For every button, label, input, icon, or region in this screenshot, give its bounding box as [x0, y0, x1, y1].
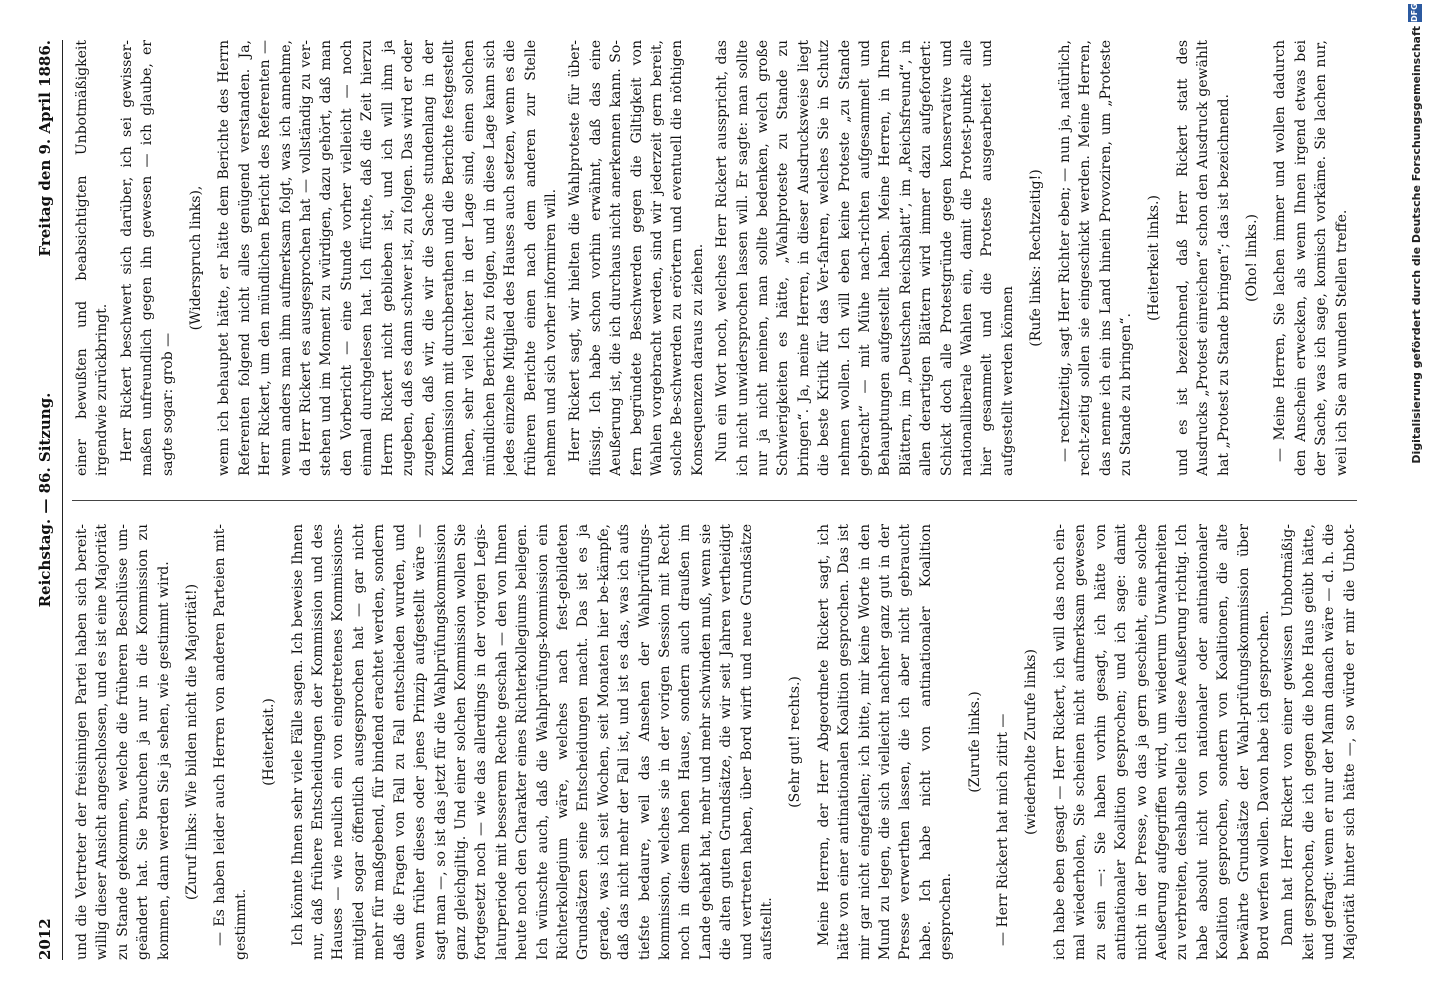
- paragraph: — Meine Herren, Sie lachen immer und wollen dadurch den Anschein erwecken, als wenn Ihnen irgend etwas bei der Sache, was ich sage, komisch vorkäme. Sie lachen nur, weil ich Sie an wunden Stellen treffe.: [1272, 40, 1350, 476]
- paragraph: und die Vertreter der freisinnigen Partei haben sich bereit-willig dieser Ansicht angeschlossen, und es ist eine Majorität zu Stande gekommen, welche die früheren Beschlüsse um-geändert hat. Sie brauchen ja nur in die Kommission zu kommen, dann werden Sie ja sehen, wie gestimmt wird.: [74, 524, 172, 960]
- interjection: [1360, 40, 1362, 476]
- paragraph: Meine Herren, der Herr Abgeordnete Rickert sagt, ich hätte von einer antinationalen Koalition gesprochen. Das ist mir gar nicht eingefallen; ich bitte, mir keine Worte in den Mund zu legen, die sich vielleicht nachher ganz gut in der Presse verwerthen lassen, die ich aber nicht gebraucht habe. Ich habe nicht von antinationaler Koalition gesprochen.: [815, 524, 955, 960]
- left-column: [72, 524, 1362, 960]
- interjection: (Heiterkeit links.): [1146, 195, 1163, 321]
- paragraph: Dann hat Herr Rickert von einer gewissen Unbotmäßig-keit gesprochen, die ich gegen die hohe Haus geübt hätte, und gefragt: wenn er nur der Mann danach wäre — d. h. die Majorität hinter sich hätte —, so würde er mir die Unbot-: [1280, 524, 1358, 960]
- page-header: [34, 40, 58, 960]
- header-rule: [62, 40, 63, 960]
- interjection: (Rufe links: Rechtzeitig!): [1028, 169, 1045, 347]
- paragraph: — rechtzeitig, sagt Herr Richter eben; — nun ja, natürlich, recht-zeitig sollen sie eingeschickt werden. Meine Herren, das nenne ich ein ins Land hinein Provoziren, um „Proteste zu Stande zu bringen“.: [1056, 40, 1134, 476]
- paragraph: Herr Rickert sagt, wir hielten die Wahlproteste für über-flüssig. Ich habe schon vorhin erwähnt, daß das eine Aeußerung ist, die ich durchaus nicht anerkennen kann. So-fern begründete Beschwerden gegen die Giltigkeit von Wahlen vorgebracht werden, sind wir jederzeit gern bereit, solche Be-schwerden zu erörtern und eventuell die nöthigen Konsequenzen daraus zu ziehen.: [567, 40, 706, 476]
- paragraph: Herr Rickert beschwert sich darüber, ich sei gewisser-maßen unfreundlich gegen ihn gewesen — ich glaube, er sagte sogar: grob —: [118, 40, 176, 476]
- paragraph: wenn ich behauptet hätte, er hätte dem Berichte des Herrn Referenten folgend nicht alles genügend verstanden. Ja, Herr Rickert, um den mündlichen Bericht des Referenten — wenn anders man ihm aufmerksam folgt, was ich annehme, da Herr Rickert es ausgesprochen hat — vollständig zu ver-stehen und im Moment zu würdigen, dazu gehört, daß man den Vorbericht — eine Stunde vorher vielleicht — noch einmal durchgelesen hat. Ich fürchte, daß die Zeit hierzu Herrn Rickert nicht geblieben ist, und ich will ihm ja zugeben, daß es dann schwer ist, zu folgen. Das wird er oder zugeben, daß wir, die wir die Sache stundenlang in der Kommission mit durchberathen und die Berichte festgestellt haben, sehr viel leichter in der Lage sind, einen solchen mündlichen Berichte zu folgen, und in diese Lage kann sich jedes einzelne Mitglied des Hauses auch setzen, wenn es die früheren Berichte einen nach dem anderen zur Stelle nehmen und sich vorher informiren will.: [216, 40, 559, 476]
- paragraph: ich habe eben gesagt — Herr Rickert, ich will das noch ein-mal wiederholen, Sie scheinen nicht aufmerksam gewesen zu sein —: Sie haben vorhin gesagt, ich hätte von antinationaler Koalition gesprochen; und ich sage: damit nicht in der Presse, wo das ja gern geschieht, eine solche Aeußerung aufgegriffen wird, um wiederum Unwahrheiten zu verbreiten, deshalb stelle ich diese Aeußerung richtig. Ich habe absolut nicht von nationaler oder antinationaler Koalition gesprochen, sondern von Koalitionen, die alte bewährte Grundsätze der Wahl-prüfungskommission über Bord werfen wollen. Davon habe ich gesprochen.: [1051, 524, 1272, 960]
- header-title: Reichstag. — 86. Sitzung.: [36, 392, 54, 608]
- paragraph: Ich könnte Ihnen sehr viele Fälle sagen. Ich beweise Ihnen nur, daß frühere Entscheidungen der Kommission und des Hauses — wie neulich ein von eingetretenes Kommissions-mitglied sogar öffentlich ausgesprochen hat — gar nicht mehr für maßgebend, für bindend erachtet werden, sondern daß die Fragen von Fall zu Fall entschieden wurden, und wenn früher dieses oder jenes Prinzip aufgestellt wäre — sagt man —, so ist das jetzt für die Wahlprüfungskommission ganz gleichgiltig. Und einer solchen Kommission wollen Sie fortgesetzt noch — wie das allerdings in der vorigen Legis-laturperiode mit besserem Rechte geschah — den von Ihnen heute noch den Charakter eines Richterkollegiums beilegen. Ich wünschte auch, daß die Wahlprüfungs-kommission ein Richterkollegium wäre, welches nach fest-gebildeten Grundsätzen seine Entscheidungen macht. Das ist es ja gerade, was ich seit Wochen, seit Monaten hier be-kämpfe, daß das nicht mehr der Fall ist, und ist es das, was ich aufs tiefste bedaure, weil das Ansehen der Wahlprüfungs-kommission, welches sie in der vorigen Session mit Recht noch in diesem hohen Hause, sondern auch draußen im Lande gehabt hat, mehr und mehr schwinden muß, wenn sie die alten guten Grundsätze, die wir seit Jahren vertheidigt und vertreten haben, über Bord wirft und neue Grundsätze aufstellt.: [289, 524, 775, 960]
- right-column: [72, 40, 1362, 476]
- interjection: (wiederholte Zurufe links): [1023, 649, 1040, 835]
- interjection: (Zurufe links.): [966, 691, 983, 793]
- page-number: 2012: [36, 918, 54, 960]
- dfg-logo-icon: DFG: [1408, 4, 1422, 22]
- interjection: (Zuruf links: Wie bilden nicht die Majorität!): [184, 583, 201, 901]
- paragraph: und es ist bezeichnend, daß Herr Rickert statt des Ausdrucks „Protest einreichen“ schon den Ausdruck gewählt hat „Protest zu Stande bringen“; das ist bezeichnend.: [1174, 40, 1232, 476]
- column-divider: [72, 500, 1357, 501]
- interjection: (Oho! links.): [1243, 214, 1260, 303]
- paragraph: — Herr Rickert hat mich zitirt —: [995, 713, 1012, 946]
- paragraph: Nun ein Wort noch, welches Herr Rickert ausspricht, das ich nicht unwidersprochen lassen will. Er sagte: man sollte nur ja nicht meinen, man sollte bedenken, welch große Schwierigkeiten es hätte, „Wahlproteste zu Stande zu bringen“. Ja, meine Herren, in dieser Ausdrucksweise liegt die beste Kritik für das Ver-fahren, welches Sie in Schutz nehmen wollen. Ich will eben keine Proteste „zu Stande gebracht“ — mit Mühe nach-richten aufgesammelt und Behauptungen aufgestellt haben. Meine Herren, in Ihren Blättern, im „Deutschen Reichsblatt“, im „Reichsfreund“, in allen derartigen Blättern wird immer dazu aufgefordert: Schickt doch alle Protestgründe gegen konservative und nationalliberale Wahlen ein, damit die Protest-punkte alle hier gesammelt und die Proteste ausgearbeitet und aufgestellt werden können: [714, 40, 1016, 476]
- interjection: (Sehr gut! rechts.): [787, 676, 804, 808]
- credit-text: Digitalisierung gefördert durch die Deutsche Forschungsgemeinschaft: [1410, 26, 1423, 464]
- interjection: (Widerspruch links),: [188, 185, 205, 331]
- paragraph: einer bewußten und beabsichtigten Unbotmäßigkeit irgendwie zurückbringt.: [74, 40, 111, 476]
- interjection: (Heiterkeit.): [261, 698, 278, 786]
- paragraph: — Es haben leider auch Herren von anderen Parteien mit-gestimmt.: [212, 524, 249, 960]
- header-date: Freitag den 9. April 1886.: [36, 40, 54, 257]
- digitization-credit: [1400, 0, 1428, 1000]
